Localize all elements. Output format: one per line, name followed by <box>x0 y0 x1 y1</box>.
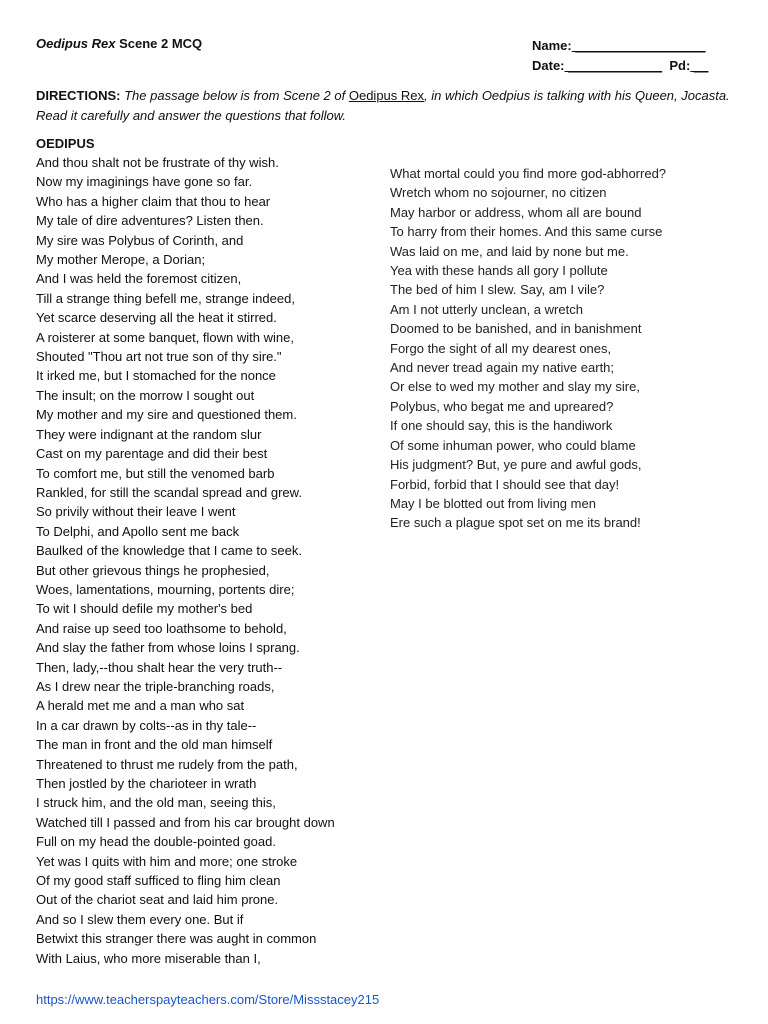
passage-line: My mother and my sire and questioned them. <box>36 407 297 423</box>
passage-line: Now my imaginings have gone so far. <box>36 174 253 190</box>
passage-line: Baulked of the knowledge that I came to seek. <box>36 543 302 559</box>
speaker-name: OEDIPUS <box>36 136 95 151</box>
passage-line: Of some inhuman power, who could blame <box>390 437 636 453</box>
passage-left-column <box>36 153 386 968</box>
period-blank: __ <box>690 58 709 73</box>
title-suffix: Scene 2 MCQ <box>115 36 203 51</box>
passage-line: Of my good staff sufficed to fling him clean <box>36 873 281 889</box>
passage-line: The man in front and the old man himself <box>36 737 273 753</box>
passage-line: Cast on my parentage and did their best <box>36 446 268 462</box>
period-label: Pd: <box>662 58 691 73</box>
passage-line: My sire was Polybus of Corinth, and <box>36 232 244 248</box>
directions-text-end: , in which Oedpius is talking with his Queen, Jocasta. Read it carefully and answer the questions that follow. <box>36 88 730 123</box>
passage-line: Watched till I passed and from his car brought down <box>36 814 335 830</box>
name-blank: __________________ <box>571 38 706 53</box>
title-work-name: Oedipus Rex <box>36 36 116 51</box>
passage-line: Was laid on me, and laid by none but me. <box>390 243 629 259</box>
passage-line: As I drew near the triple-branching roads, <box>36 678 275 694</box>
student-info-fields <box>532 36 732 76</box>
passage-line: And so I slew them every one. But if <box>36 911 244 927</box>
passage-right-column <box>390 164 720 533</box>
passage-line: Forbid, forbid that I should see that day! <box>390 476 620 492</box>
passage-line: Yet was I quits with him and more; one stroke <box>36 853 298 869</box>
passage-line: What mortal could you find more god-abhorred? <box>390 166 667 181</box>
worksheet-title <box>36 36 202 51</box>
directions-work-title: Oedipus Rex <box>348 88 425 103</box>
passage-line: Who has a higher claim that thou to hear <box>36 193 271 209</box>
passage-line: Woes, lamentations, mourning, portents dire; <box>36 581 295 597</box>
passage-line: In a car drawn by colts--as in thy tale-- <box>36 717 257 733</box>
directions-label: DIRECTIONS: <box>36 88 121 103</box>
passage-line: Then, lady,--thou shalt hear the very truth-- <box>36 659 283 675</box>
directions-text-start: The passage below is from Scene 2 of <box>120 88 349 103</box>
passage-line: And I was held the foremost citizen, <box>36 271 242 287</box>
passage-line: My mother Merope, a Dorian; <box>36 252 206 268</box>
passage-line: His judgment? But, ye pure and awful gods, <box>390 457 642 473</box>
passage-line: To harry from their homes. And this same curse <box>390 224 663 240</box>
passage-line: Ere such a plague spot set on me its brand! <box>390 515 641 531</box>
passage-line: A roisterer at some banquet, flown with wine, <box>36 329 294 345</box>
passage-line: To comfort me, but still the venomed barb <box>36 465 275 481</box>
store-link[interactable]: https://www.teacherspayteachers.com/Store/Missstacey215 <box>36 992 380 1007</box>
passage-line: And raise up seed too loathsome to behold, <box>36 620 287 636</box>
passage-line: Am I not utterly unclean, a wretch <box>390 301 583 317</box>
passage-line: But other grievous things he prophesied, <box>36 562 270 578</box>
passage-line: May I be blotted out from living men <box>390 495 596 511</box>
passage-line: With Laius, who more miserable than I, <box>36 950 261 966</box>
date-label: Date: <box>532 58 565 73</box>
passage-line: Till a strange thing befell me, strange indeed, <box>36 290 295 306</box>
passage-line: To wit I should defile my mother's bed <box>36 601 253 617</box>
passage-line: The insult; on the morrow I sought out <box>36 387 255 403</box>
passage-line: Doomed to be banished, and in banishment <box>390 321 642 337</box>
passage-line: So privily without their leave I went <box>36 504 236 520</box>
directions <box>36 86 736 126</box>
passage-line: To Delphi, and Apollo sent me back <box>36 523 240 539</box>
passage-line: Full on my head the double-pointed goad. <box>36 834 276 850</box>
passage-line: It irked me, but I stomached for the nonce <box>36 368 276 384</box>
passage-line: Then jostled by the charioteer in wrath <box>36 776 257 791</box>
passage-line: Threatened to thrust me rudely from the path, <box>36 756 298 772</box>
passage-line: The bed of him I slew. Say, am I vile? <box>390 282 605 298</box>
passage-line: Shouted "Thou art not true son of thy sire." <box>36 349 282 365</box>
passage-line: And never tread again my native earth; <box>390 360 615 376</box>
date-period-field <box>532 56 732 76</box>
passage-line: Yet scarce deserving all the heat it stirred. <box>36 310 277 326</box>
name-label: Name: <box>532 38 572 53</box>
passage-line: Yea with these hands all gory I pollute <box>390 263 608 279</box>
passage-line: If one should say, this is the handiwork <box>390 418 613 434</box>
passage-line: Forgo the sight of all my dearest ones, <box>390 340 612 356</box>
passage-line: May harbor or address, whom all are bound <box>390 204 642 220</box>
date-blank: _____________ <box>564 58 663 73</box>
passage-line: Out of the chariot seat and laid him prone. <box>36 892 279 908</box>
passage-line: A herald met me and a man who sat <box>36 698 245 714</box>
passage-line: Polybus, who begat me and upreared? <box>390 398 614 414</box>
passage-line: They were indignant at the random slur <box>36 426 262 442</box>
passage-line: Wretch whom no sojourner, no citizen <box>390 185 607 201</box>
passage-line: And slay the father from whose loins I sprang. <box>36 640 300 656</box>
passage-line: I struck him, and the old man, seeing this, <box>36 795 276 811</box>
passage-line: Rankled, for still the scandal spread and grew. <box>36 484 302 500</box>
passage-line: My tale of dire adventures? Listen then. <box>36 213 264 229</box>
name-field <box>532 36 732 56</box>
passage-line: And thou shalt not be frustrate of thy wish. <box>36 155 279 170</box>
passage-line: Or else to wed my mother and slay my sire, <box>390 379 640 395</box>
passage-line: Betwixt this stranger there was aught in common <box>36 931 317 947</box>
